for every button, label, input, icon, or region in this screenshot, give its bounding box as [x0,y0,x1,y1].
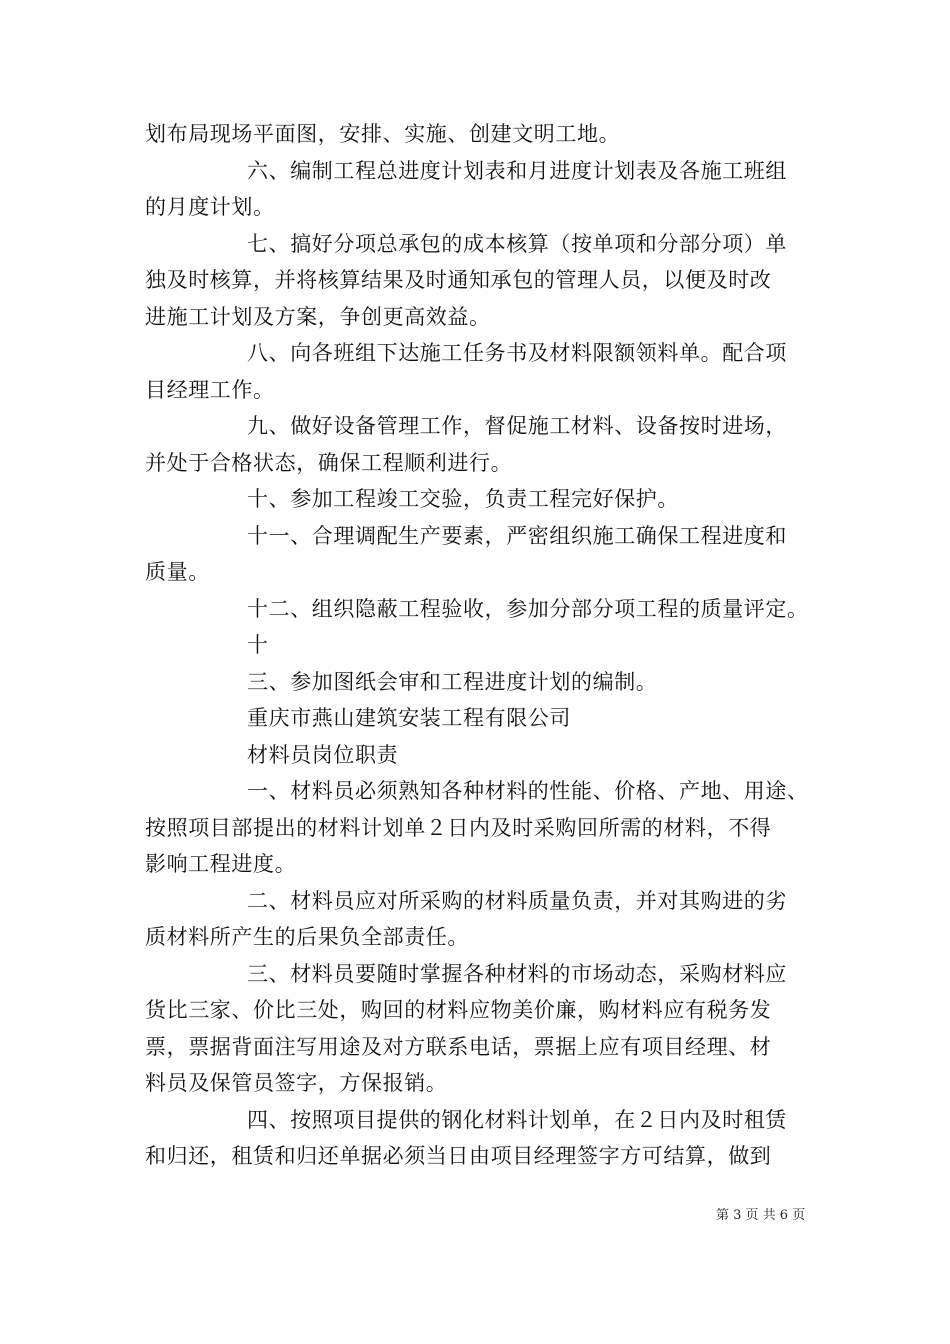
text-line: 十一、合理调配生产要素，严密组织施工确保工程进度和 [247,523,787,548]
text-line: 的月度计划。 [145,195,275,219]
text-line: 影响工程进度。 [145,852,297,876]
text-line: 划布局现场平面图，安排、实施、创建文明工地。 [145,122,621,146]
text-line: 货比三家、价比三处，购回的材料应物美价廉，购材料应有税务发 [145,998,772,1022]
text-line: 三、参加图纸会审和工程进度计划的编制。 [247,669,658,694]
text-line: 八、向各班组下达施工任务书及材料限额领料单。配合项 [247,341,787,365]
text-line: 三、材料员要随时掌握各种材料的市场动态，采购材料应 [247,961,787,986]
text-line: 十、参加工程竣工交验，负责工程完好保护。 [247,487,679,511]
text-line: 和归还，租赁和归还单据必须当日由项目经理签字方可结算，做到 [145,1144,772,1168]
text-line: 七、搞好分项总承包的成本核算（按单项和分部分项）单 [247,231,787,256]
text-line: 四、按照项目提供的钢化材料计划单，在２日内及时租赁 [247,1107,787,1132]
company-name: 重庆市燕山建筑安装工程有限公司 [247,706,571,730]
text-line: 进施工计划及方案，争创更高效益。 [145,304,491,329]
text-line: 六、编制工程总进度计划表和月进度计划表及各施工班组 [247,158,787,183]
text-line: 料员及保管员签字，方保报销。 [145,1071,448,1095]
text-line: 质量。 [145,560,210,584]
text-line: 一、材料员必须熟知各种材料的性能、价格、产地、用途、 [247,779,809,803]
page-number-footer: 第 3 页 共 6 页 [716,1208,806,1223]
section-title: 材料员岗位职责 [247,742,399,767]
text-line: 票，票据背面注写用途及对方联系电话，票据上应有项目经理、材 [145,1034,772,1059]
text-line: 十二、组织隐蔽工程验收，参加分部分项工程的质量评定。 [247,596,809,621]
text-line: 九、做好设备管理工作，督促施工材料、设备按时进场， [247,414,787,438]
text-line: 目经理工作。 [145,377,275,402]
text-line: 质材料所产生的后果负全部责任。 [145,925,469,949]
document-body [145,116,815,1175]
text-line: 十 [247,633,269,657]
text-line: 二、材料员应对所采购的材料质量负责，并对其购进的劣 [247,888,787,913]
text-line: 按照项目部提出的材料计划单２日内及时采购回所需的材料，不得 [145,815,772,840]
text-line: 并处于合格状态，确保工程顺利进行。 [145,450,513,475]
text-line: 独及时核算，并将核算结果及时通知承包的管理人员，以便及时改 [145,268,772,292]
